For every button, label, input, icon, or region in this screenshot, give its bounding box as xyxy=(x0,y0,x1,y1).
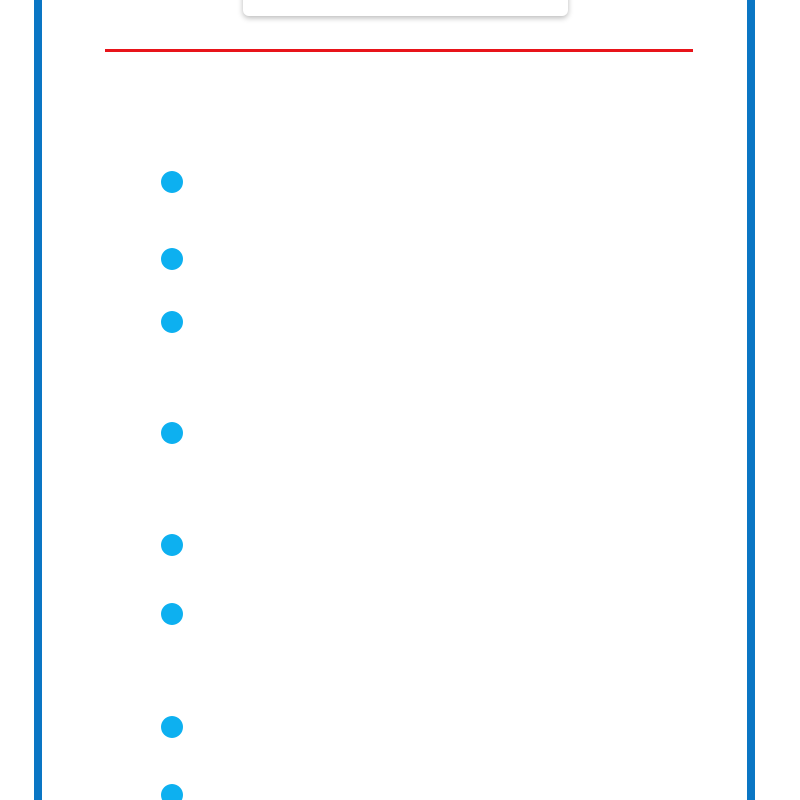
bullet-dot-icon xyxy=(161,534,183,556)
bullet-dot-icon xyxy=(161,248,183,270)
bullet-dot-icon xyxy=(161,422,183,444)
bullet-dot-icon xyxy=(161,311,183,333)
bullet-dot-icon xyxy=(161,716,183,738)
bullet-dot-icon xyxy=(161,603,183,625)
page-border-frame xyxy=(34,0,755,800)
title-divider xyxy=(105,49,693,52)
bullet-dot-icon xyxy=(161,171,183,193)
bullet-dot-icon xyxy=(161,784,183,800)
title-box xyxy=(243,0,568,16)
